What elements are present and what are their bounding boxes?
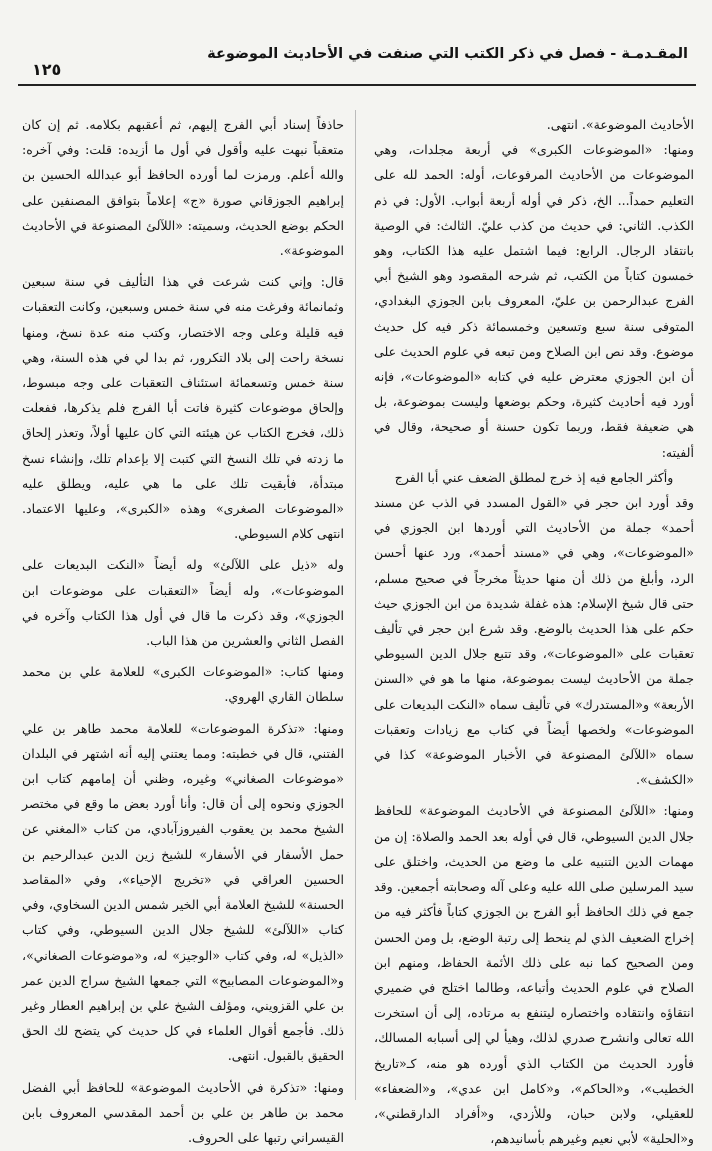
column-divider <box>355 110 356 1100</box>
right-text-column <box>374 112 694 1147</box>
left-text-column <box>22 112 344 1145</box>
paragraph: ومنها: «الموضوعات الكبرى» في أربعة مجلدات، وهي الموضوعات من الأحاديث المرفوعات، أوله: الحمد لله على التعليم حمداً... الخ، ذكر في أوله أربعة أبواب. الأول: في ذم الكذب. الثاني: في حديث من كذب عليّ. الثالث: في الوصية بانتقاد الرجال. الرابع: فيما اشتمل عليه هذا الكتاب، وهو خمسون كتاباً من الكتب، ثم شرحه المقصود وهو الشيخ أبي الفرج عبدالرحمن بن عليّ، المعروف بابن الجوزي البغدادي، المتوفى سنة سبع وتسعين وخمسمائة ذكر فيه كل حديث موضوع. وقد نص ابن الصلاح ومن تبعه في علوم الحديث على أن ابن الجوزي معترض عليه في كتابه «الموضوعات»، فإنه أورد فيه أحاديث كثيرة، وحكم بوضعها وليست بموضوعة، بل هي ضعيفة فقط، وربما تكون حسنة أو صحيحة، وقال في ألفيته: <box>374 142 694 460</box>
paragraph: ومنها: «تذكرة الموضوعات» للعلامة محمد طاهر بن علي الفتني، قال في خطبته: ومما يعتني إليه أنه اشتهر في البلدان «موضوعات الصغاني» وغيره، وظني أن إمامهم كتاب ابن الجوزي ونحوه إلى أن قال: وأنا أورد بعض ما وقع في مختصر الشيخ محمد بن يعقوب الفيروزآبادي، من كتاب «المغني عن حمل الأسفار في الأسفار» للشيخ زين الدين عبدالرحيم بن الحسين العراقي في «تخريج الإحياء»، وفي «المقاصد الحسنة» للشيخ العلامة أبي الخير شمس الدين السخاوي، وفي كتاب «اللآلئ» للشيخ جلال الدين السيوطي، وفي كتاب «الذيل» له، وفي كتاب «الوجيز» له، و«موضوعات الصغاني»، و«الموضوعات المصابيح» التي جمعها الشيخ سراج الدين عمر بن علي القزويني، ومؤلف الشيخ علي بن إبراهيم العطار وغير ذلك. فأجمع أقوال العلماء في كل حديث كي يتضح لك الحق الحقيق بالقبول. انتهى. <box>22 720 344 1064</box>
paragraph: وقد أورد ابن حجر في «القول المسدد في الذب عن مسند أحمد» جملة من الأحاديث التي أوردها ابن الجوزي في «الموضوعات»، وهي في «مسند أحمد»، ورد عنها أحسن الرد، وأبلغ من ذلك أن منها حديثاً مخرجاً في صحيح مسلم، حتى قال شيخ الإسلام: هذه غفلة شديدة من ابن الجوزي حيث حكم على هذا الحديث بالوضع. وقد شرع ابن حجر في تأليف تعقبات على «الموضوعات»، وقد تتبع جلال الدين السيوطي جملة من الأحاديث ليست بموضوعة، منها ما هو في «السنن الأربعة» و«المستدرك» في تأليف سماه «النكت البديعات على الموضوعات» ولخصها أيضاً في كتاب مع زيادات وتعقبات سماه «اللآلئ المصنوعة في الأخبار الموضوعة» كذا في «الكشف». <box>374 495 694 788</box>
paragraph: وله «ذيل على اللآلئ» وله أيضاً «النكت البديعات على الموضوعات»، وله أيضاً «التعقبات على موضوعات ابن الجوزي»، وقد ذكرت ما قال في أول هذا الكتاب وآخره في الفصل الثاني والعشرين من هذا الباب. <box>22 557 344 649</box>
paragraph: ومنها: «تذكرة في الأحاديث الموضوعة» للحافظ أبي الفضل محمد بن طاهر بن علي بن أحمد المقدسي المعروف بابن القيسراني رتبها على الحروف. <box>22 1079 344 1145</box>
page-number: ١٢٥ <box>32 60 62 79</box>
verse-line: وأكثر الجامع فيه إذ خرج لمطلق الضعف عني أبا الفرج <box>394 469 674 485</box>
paragraph: ومنها: «اللآلئ المصنوعة في الأحاديث الموضوعة» للحافظ جلال الدين السيوطي، قال في أوله بعد الحمد والصلاة: إن من مهمات الدين التنبيه على ما وضع من الحديث، واختلق على سيد المرسلين صلى الله عليه وعلى آله وصحابته أجمعين. وقد جمع في ذلك الحافظ أبو الفرج بن الجوزي كتاباً فأكثر فيه من إخراج الضعيف الذي لم ينحط إلى رتبة الوضع، بل ومن الحسن ومن الصحيح كما نبه على ذلك الأئمة الحفاظ، ومنهم ابن الصلاح في علوم الحديث وأتباعه، وطالما اختلج في ضميري انتقاؤه وانتقاده واختصاره ليتنفع به مرتاده، إلى أن استخرت الله تعالى وانشرح صدري لذلك، وهيأ لي إلى أسبابه المسالك، فأورد الحديث من الكتاب الذي أورده هو منه، كـ«تاريخ الخطيب»، و«الحاكم»، و«كامل ابن عدي»، و«الضعفاء» للعقيلي، ولابن حبان، وللأزدي، و«أفراد الدارقطني»، و«الحلية» لأبي نعيم وغيرهم بأسانيدهم، <box>374 803 694 1147</box>
header-title: المقـدمـة - فصل في ذكر الكتب التي صنفت في الأحاديث الموضوعة <box>207 46 688 62</box>
paragraph: الأحاديث الموضوعة». انتهى. <box>546 117 694 132</box>
paragraph: قال: وإني كنت شرعت في هذا التأليف في سنة سبعين وثمانمائة وفرغت منه في سنة خمس وسبعين، وكانت التعقبات فيه قليلة وعلى وجه الاختصار، وكتب منه عدة نسخ، ومنها نسخة راحت إلى بلاد التكرور، ثم بدا لي في هذه السنة، وهي سنة خمس وتسعمائة استئناف التعقبات على وجه مبسوط، وإلحاق موضوعات كثيرة فاتت أبا الفرج فلم يذكرها، ففعلت ذلك، فخرج الكتاب عن هيئته التي كان عليها أولاً، وتعذر إلحاق ما زدته في تلك النسخ التي كتبت إلا بإعدام تلك، وإنشاء نسخ مبتدأة، فأبقيت تلك على ما هي عليه، ويطلق عليه «الموضوعات الصغرى» وهذه «الكبرى»، وعليها الاعتماد. انتهى كلام السيوطي. <box>22 274 344 542</box>
running-header <box>18 44 696 86</box>
paragraph: ومنها كتاب: «الموضوعات الكبرى» للعلامة علي بن محمد سلطان القاري الهروي. <box>22 664 344 705</box>
paragraph: حاذفاً إسناد أبي الفرج إليهم، ثم أعقبهم بكلامه. ثم إن كان متعقباً نبهت عليه وأقول في أول ما أزيده: قلت: وفي آخره: والله أعلم. ورمزت لما أورده الحافظ أبو عبدالله الحسين بن إبراهيم الجوزقاني صورة «ج» إعلاماً بتوافق المصنفين على الحكم بوضع الحديث، وسميته: «اللآلئ المصنوعة في الأحاديث الموضوعة». <box>22 117 344 259</box>
